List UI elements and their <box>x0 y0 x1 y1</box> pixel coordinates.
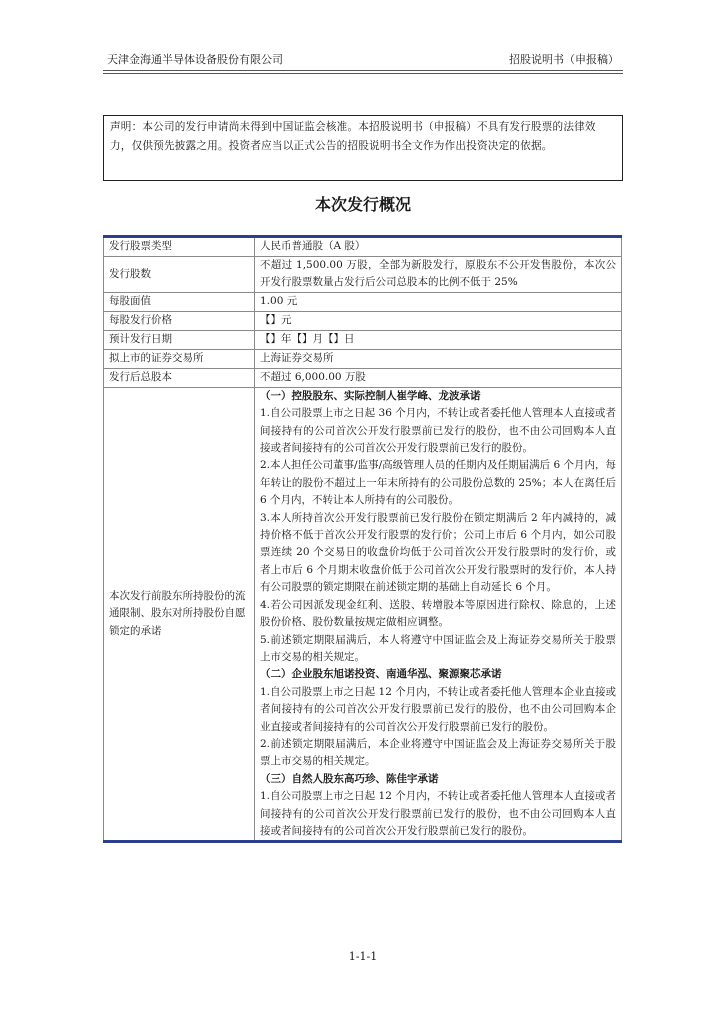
header-rule <box>103 70 623 71</box>
header-document-title: 招股说明书（申报稿） <box>509 53 619 66</box>
row-key: 发行股数 <box>104 257 255 293</box>
row-value: 【】元 <box>255 311 622 330</box>
table-row <box>104 349 622 368</box>
table-row <box>104 257 622 293</box>
row-key: 发行后总股本 <box>104 368 255 387</box>
row-value: 人民币普通股（A 股） <box>255 237 622 257</box>
section-title: 本次发行概况 <box>314 195 411 214</box>
commitment-item: 5.前述锁定期限届满后，本人将遵守中国证监会及上海证券交易所关于股票上市交易的相关规定。 <box>260 633 616 663</box>
table-row <box>104 292 622 311</box>
row-key: 拟上市的证券交易所 <box>104 349 255 368</box>
header-rule-secondary <box>103 73 623 74</box>
table-row <box>104 237 622 257</box>
lockup-key: 本次发行前股东所持股份的流通限制、股东对所持股份自愿锁定的承诺 <box>104 387 255 842</box>
row-value: 【】年【】月【】日 <box>255 330 622 349</box>
row-value: 1.00 元 <box>255 292 622 311</box>
disclaimer-text: 声明：本公司的发行申请尚未得到中国证监会核准。本招股说明书（申报稿）不具有发行股票的法律效力，仅供预先披露之用。投资者应当以正式公告的招股说明书全文作为作出投资决定的依据。 <box>110 121 596 152</box>
table-row <box>104 368 622 387</box>
row-value: 不超过 6,000.00 万股 <box>255 368 622 387</box>
group-title: （三）自然人股东高巧珍、陈佳宇承诺 <box>260 772 439 785</box>
row-key: 预计发行日期 <box>104 330 255 349</box>
row-value: 不超过 1,500.00 万股，全部为新股发行，原股东不公开发售股份，本次公开发行股票数量占发行后公司总股本的比例不低于 25% <box>255 257 622 293</box>
disclaimer-box <box>103 115 623 181</box>
group-title: （一）控股股东、实际控制人崔学峰、龙波承诺 <box>260 389 481 402</box>
commitment-item: 3.本人所持首次公开发行股票前已发行股份在锁定期满后 2 年内减持的，减持价格不低于首次公开发行股票的发行价；公司上市后 6 个月内，如公司股票连续 20 个交易日的收盘价均低于公司首次公开发行股票时的发行价，或者上市后 6 个月期末收盘价低于公司首次公开发行股票时的发行价，本人持有公司股票的锁定期限在前述锁定期的基础上自动延长 6 个月。 <box>260 511 616 594</box>
commitment-item: 1.自公司股票上市之日起 12 个月内，不转让或者委托他人管理本人直接或者间接持有的公司首次公开发行股票前已发行的股份，也不由公司回购本人直接或者间接持有的公司首次公开发行股票前已发行的股份。 <box>260 790 616 837</box>
row-key: 每股面值 <box>104 292 255 311</box>
row-key: 每股发行价格 <box>104 311 255 330</box>
row-key: 发行股票类型 <box>104 237 255 257</box>
commitment-item: 2.本人担任公司董事/监事/高级管理人员的任期内及任期届满后 6 个月内，每年转让的股份不超过上一年末所持有的公司股份总数的 25%；本人在离任后 6 个月内，不转让本人所持有的公司股份。 <box>260 459 616 507</box>
table-row-lockup <box>104 387 622 842</box>
offering-overview-table <box>103 235 622 843</box>
header-company-name: 天津金海通半导体设备股份有限公司 <box>107 53 283 66</box>
table-row <box>104 330 622 349</box>
commitment-item: 1.自公司股票上市之日起 36 个月内，不转让或者委托他人管理本人直接或者间接持有的公司首次公开发行股票前已发行的股份，也不由公司回购本人直接或者间接持有的公司首次公开发行股票前已发行的股份。 <box>260 407 616 455</box>
lockup-commitments <box>255 387 622 842</box>
table-row <box>104 311 622 330</box>
commitment-item: 4.若公司因派发现金红利、送股、转增股本等原因进行除权、除息的，上述股份价格、股份数量按规定做相应调整。 <box>260 598 616 629</box>
row-value: 上海证券交易所 <box>255 349 622 368</box>
group-title: （二）企业股东旭诺投资、南通华泓、聚源聚芯承诺 <box>260 668 502 681</box>
page-number: 1-1-1 <box>348 950 378 963</box>
commitment-item: 2.前述锁定期限届满后，本企业将遵守中国证监会及上海证券交易所关于股票上市交易的相关规定。 <box>260 737 616 768</box>
running-header <box>103 50 623 72</box>
commitment-item: 1.自公司股票上市之日起 12 个月内，不转让或者委托他人管理本企业直接或者间接持有的公司首次公开发行股票前已发行的股份，也不由公司回购本企业直接或者间接持有的公司首次公开发行股票前已发行的股份。 <box>260 685 616 733</box>
